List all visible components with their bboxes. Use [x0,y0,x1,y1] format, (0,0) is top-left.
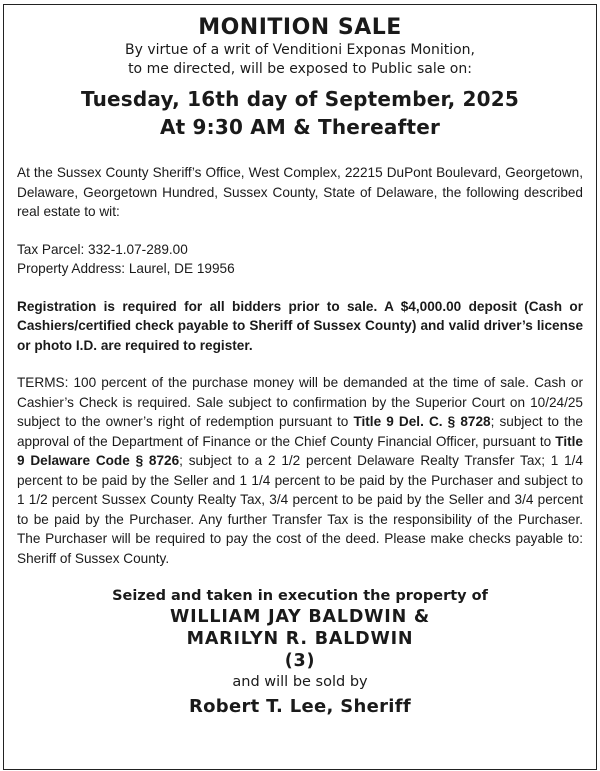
sold-by-text: and will be sold by [232,674,368,690]
terms-text-1: TERMS: 100 percent of the purchase money will be demanded at the time of sale. Cash or Cashier’s Check is required. Sale subject to confirmation by the Superior Court on 10/24/25 subject to the owner’s right of redemption pursuant to [17,375,583,429]
intro-line-2: to me directed, will be exposed to Public sale on: [128,61,472,77]
tax-parcel: Tax Parcel: 332-1.07-289.00 [17,241,188,257]
notice-header [17,15,583,141]
statute-reference-8728: Title 9 Del. C. § 8728 [353,414,491,429]
owner-name-2: MARILYN R. BALDWIN [186,629,414,649]
case-number: (3) [284,651,316,671]
seized-statement: Seized and taken in execution the property of [112,588,488,604]
sheriff-name: Robert T. Lee, Sheriff [188,696,411,717]
sale-date: Tuesday, 16th day of September, 2025 [80,87,520,111]
notice-title: MONITION SALE [198,15,402,40]
terms-paragraph [17,373,583,568]
property-address: Property Address: Laurel, DE 19956 [17,261,235,276]
monition-sale-notice [3,4,597,770]
owner-name-1: WILLIAM JAY BALDWIN & [170,607,430,627]
sale-location: At the Sussex County Sheriff’s Office, West Complex, 22215 DuPont Boulevard, Georgetown, Delaware, Georgetown Hundred, Sussex County, State of Delaware, the following described real estate to wit: [17,165,583,219]
registration-requirement: Registration is required for all bidders prior to sale. A $4,000.00 deposit (Cash or Cashiers/certified check payable to Sheriff of Sussex County) and valid driver’s license or photo I.D. are required to register. [17,298,583,353]
notice-footer [17,586,583,720]
terms-text-2: ; subject to the approval of the Department of Finance or the Chief County Financial Officer, pursuant to [17,414,583,449]
intro-line-1: By virtue of a writ of Venditioni Exponas Monition, [124,42,475,58]
sale-time: At 9:30 AM & Thereafter [159,115,441,139]
terms-text-3: ; subject to a 2 1/2 percent Delaware Realty Transfer Tax; 1 1/4 percent to be paid by the Seller and 1 1/4 percent to be paid by the Purchaser and subject to 1 1/2 percent Sussex County Realty Tax, 3/4 percent to be paid by the Seller and 3/4 percent to be paid by the Purchaser. Any further Transfer Tax is the responsibility of the Purchaser. The Purchaser will be required to pay the cost of the deed. Please make checks payable to: Sheriff of Sussex County. [17,453,583,566]
statute-reference-8726: Title 9 Delaware Code § 8726 [17,433,583,468]
